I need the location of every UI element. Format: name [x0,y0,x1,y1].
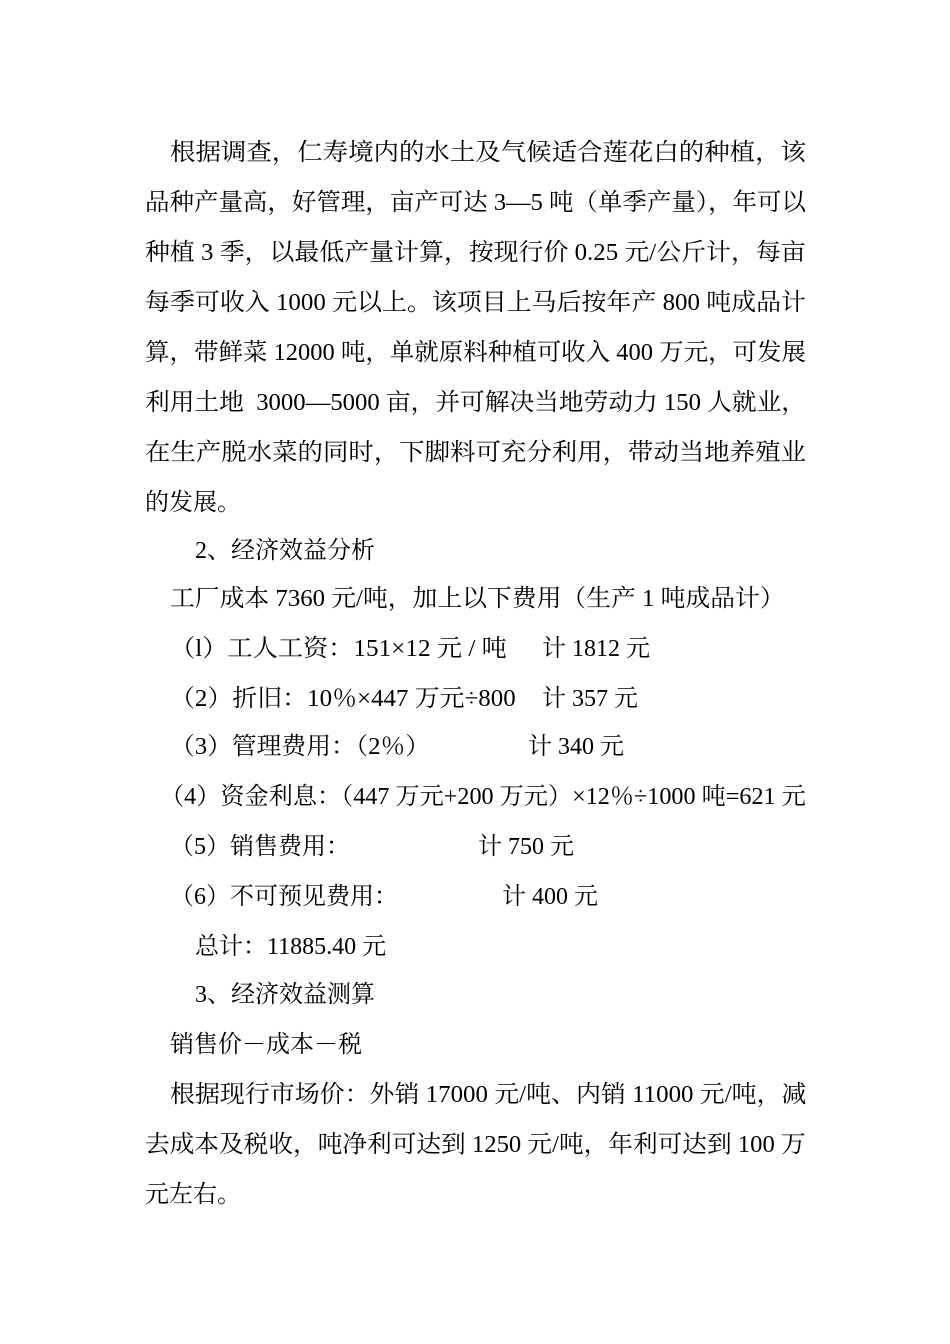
cost-item-3-label: （3）管理费用：（2％） [170,734,430,760]
cost-total: 总计：11885.40 元 [195,934,387,960]
cost-item-2-amount: 计 357 元 [542,686,638,712]
cost-item-6-amount: 计 400 元 [502,884,598,910]
paragraph-2-line-1: 根据现行市场价：外销 17000 元/吨、内销 11000 元/吨，减 [170,1082,807,1108]
paragraph-2-line-3: 元左右。 [145,1182,241,1208]
formula: 销售价－成本－税 [170,1032,362,1058]
cost-item-4-label: （4）资金利息：（447 万元+200 万元）×12％÷1000 吨=621 元 [160,784,806,810]
cost-item-3-amount: 计 340 元 [528,734,624,760]
cost-item-5-label: （5）销售费用： [170,834,350,860]
paragraph-1-line-6: 利用土地 3000—5000 亩，并可解决当地劳动力 150 人就业， [145,390,806,416]
cost-item-6-label: （6）不可预见费用： [170,884,398,910]
paragraph-1-line-1: 根据调查，仁寿境内的水土及气候适合莲花白的种植，该 [170,140,806,166]
paragraph-2-line-2: 去成本及税收，吨净利可达到 1250 元/吨，年利可达到 100 万 [145,1132,806,1158]
cost-item-1-label: （l）工人工资：151×12 元 / 吨 [170,636,507,662]
section-heading-3: 3、经济效益测算 [195,982,375,1008]
paragraph-1-line-8: 的发展。 [145,490,241,516]
section-heading-2: 2、经济效益分析 [195,538,375,564]
paragraph-1-line-7: 在生产脱水菜的同时，下脚料可充分利用，带动当地养殖业 [145,440,806,466]
cost-item-5-amount: 计 750 元 [478,834,574,860]
paragraph-1-line-4: 每季可收入 1000 元以上。该项目上马后按年产 800 吨成品计 [145,290,806,316]
paragraph-1-line-5: 算，带鲜菜 12000 吨，单就原料种植可收入 400 万元，可发展 [145,340,806,366]
cost-item-2-label: （2）折旧：10％×447 万元÷800 [170,686,516,712]
paragraph-1-line-3: 种植 3 季，以最低产量计算，按现行价 0.25 元/公斤计，每亩 [145,240,806,266]
cost-item-1-amount: 计 1812 元 [542,636,650,662]
cost-intro: 工厂成本 7360 元/吨，加上以下费用（生产 1 吨成品计） [170,586,785,612]
paragraph-1-line-2: 品种产量高，好管理，亩产可达 3—5 吨（单季产量），年可以 [145,190,806,216]
